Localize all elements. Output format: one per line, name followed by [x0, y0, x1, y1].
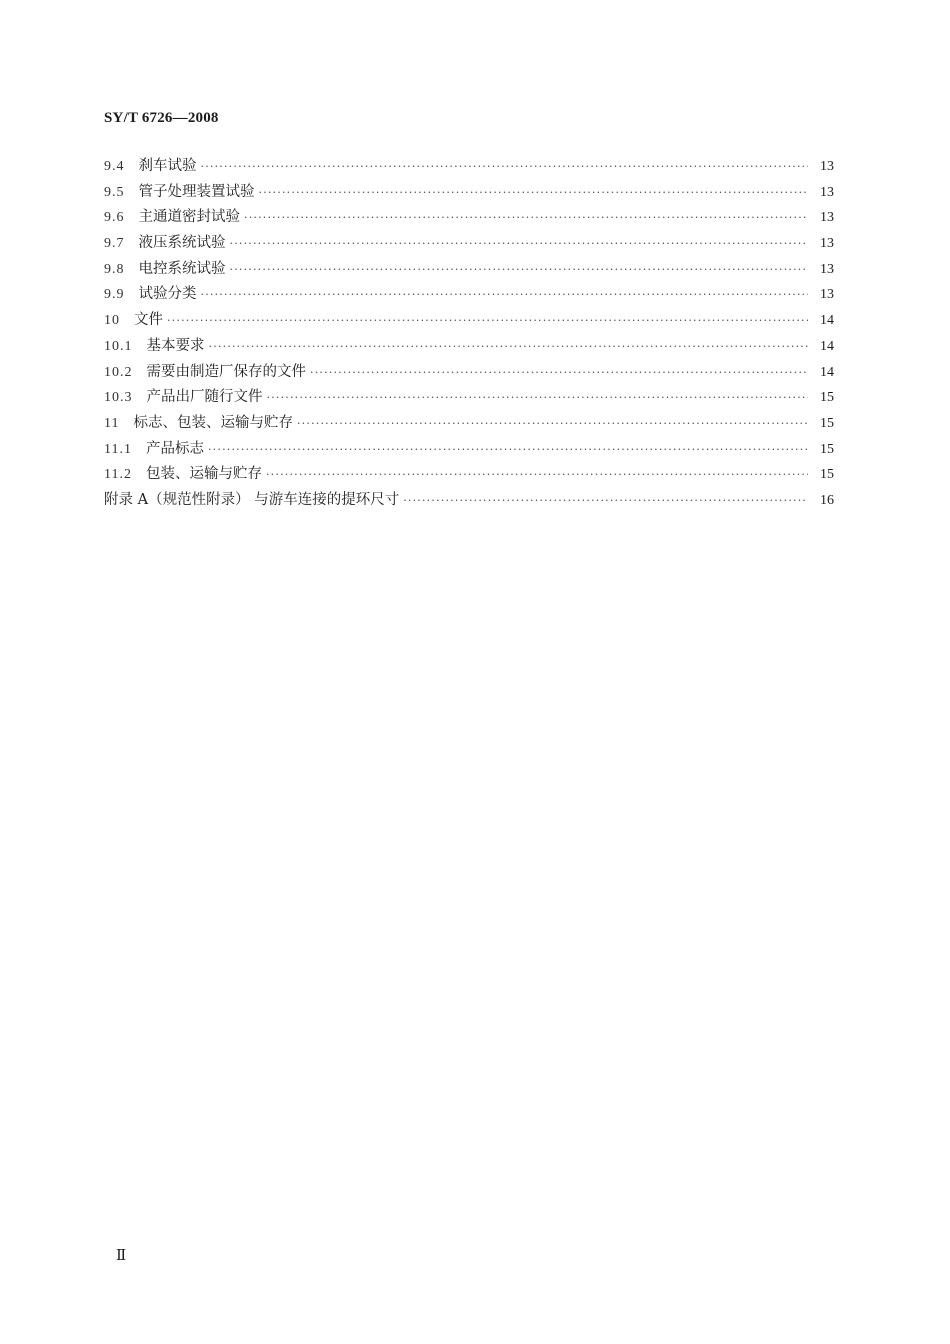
toc-entry[interactable]	[104, 462, 834, 488]
toc-entry-title: 附录 A（规范性附录） 与游车连接的提环尺寸	[104, 491, 400, 508]
toc-entry-page: 15	[820, 390, 834, 406]
toc-entry[interactable]	[104, 308, 834, 334]
toc-leader-dots	[201, 288, 809, 301]
toc-leader-dots	[230, 263, 809, 276]
toc-leader-dots	[167, 314, 808, 327]
toc-entry[interactable]	[104, 205, 834, 231]
toc-entry-number: 11.1	[104, 441, 132, 457]
toc-leader-dots	[310, 366, 808, 379]
toc-leader-dots	[266, 468, 808, 481]
toc-entry-page: 13	[820, 261, 834, 277]
toc-entry-title: 电控系统试验	[138, 260, 226, 277]
toc-entry-page: 16	[820, 492, 834, 508]
toc-entry-title: 试验分类	[138, 286, 197, 303]
toc-entry-page: 13	[820, 184, 834, 200]
toc-entry-page: 13	[820, 210, 834, 226]
toc-entry[interactable]	[104, 231, 834, 257]
toc-entry-title: 管子处理装置试验	[138, 183, 255, 200]
toc-leader-dots	[201, 160, 809, 173]
toc-leader-dots	[403, 494, 808, 507]
toc-entry-number: 10.1	[104, 338, 133, 354]
toc-entry-title: 需要由制造厂保存的文件	[146, 363, 306, 380]
toc-entry-title: 文件	[134, 312, 163, 329]
toc-entry[interactable]	[104, 154, 834, 180]
toc-leader-dots	[297, 417, 808, 430]
toc-entry-title: 产品出厂随行文件	[146, 389, 263, 406]
toc-entry[interactable]	[104, 360, 834, 386]
toc-entry-number: 10.2	[104, 364, 133, 380]
toc-entry-page: 13	[820, 159, 834, 174]
toc-entry-number: 9.5	[104, 184, 125, 200]
toc-entry-number: 11.2	[104, 467, 132, 483]
toc-entry-page: 13	[820, 287, 834, 303]
toc-entry-number: 9.9	[104, 287, 125, 303]
toc-entry[interactable]	[104, 385, 834, 411]
toc-entry-title: 包装、运输与贮存	[145, 466, 262, 483]
toc-entry-page: 15	[820, 467, 834, 483]
toc-entry[interactable]	[104, 180, 834, 206]
toc-entry-title: 刹车试验	[138, 158, 197, 174]
toc-entry-page: 14	[820, 338, 834, 354]
toc-entry[interactable]	[104, 257, 834, 283]
toc-entry-number: 9.6	[104, 210, 125, 226]
toc-leader-dots	[230, 237, 809, 250]
toc-entry[interactable]	[104, 334, 834, 360]
toc-entry[interactable]	[104, 411, 834, 437]
table-of-contents	[104, 154, 834, 514]
toc-entry-page: 13	[820, 236, 834, 252]
toc-entry-page: 14	[820, 364, 834, 380]
page-number: Ⅱ	[116, 1248, 127, 1264]
toc-entry-number: 9.8	[104, 261, 125, 277]
toc-leader-dots	[267, 391, 809, 404]
toc-entry-appendix[interactable]	[104, 488, 834, 514]
toc-leader-dots	[208, 443, 808, 456]
toc-entry-title: 基本要求	[146, 337, 205, 354]
toc-leader-dots	[259, 186, 809, 199]
toc-entry-title: 主通道密封试验	[138, 209, 240, 226]
toc-entry-number: 10.3	[104, 390, 133, 406]
toc-entry-page: 14	[820, 313, 834, 329]
toc-leader-dots	[209, 340, 809, 353]
toc-entry-number: 10	[104, 313, 120, 329]
toc-entry[interactable]	[104, 437, 834, 463]
toc-entry-number: 11	[104, 415, 120, 431]
toc-entry-title: 标志、包装、运输与贮存	[133, 414, 293, 431]
toc-entry-title: 液压系统试验	[138, 235, 226, 252]
toc-entry[interactable]	[104, 282, 834, 308]
toc-entry-number: 9.4	[104, 159, 125, 174]
toc-entry-page: 15	[820, 415, 834, 431]
toc-leader-dots	[244, 211, 808, 224]
standard-code: SY/T 6726—2008	[104, 110, 219, 126]
toc-entry-page: 15	[820, 441, 834, 457]
toc-entry-title: 产品标志	[145, 440, 204, 457]
toc-entry-number: 9.7	[104, 236, 125, 252]
